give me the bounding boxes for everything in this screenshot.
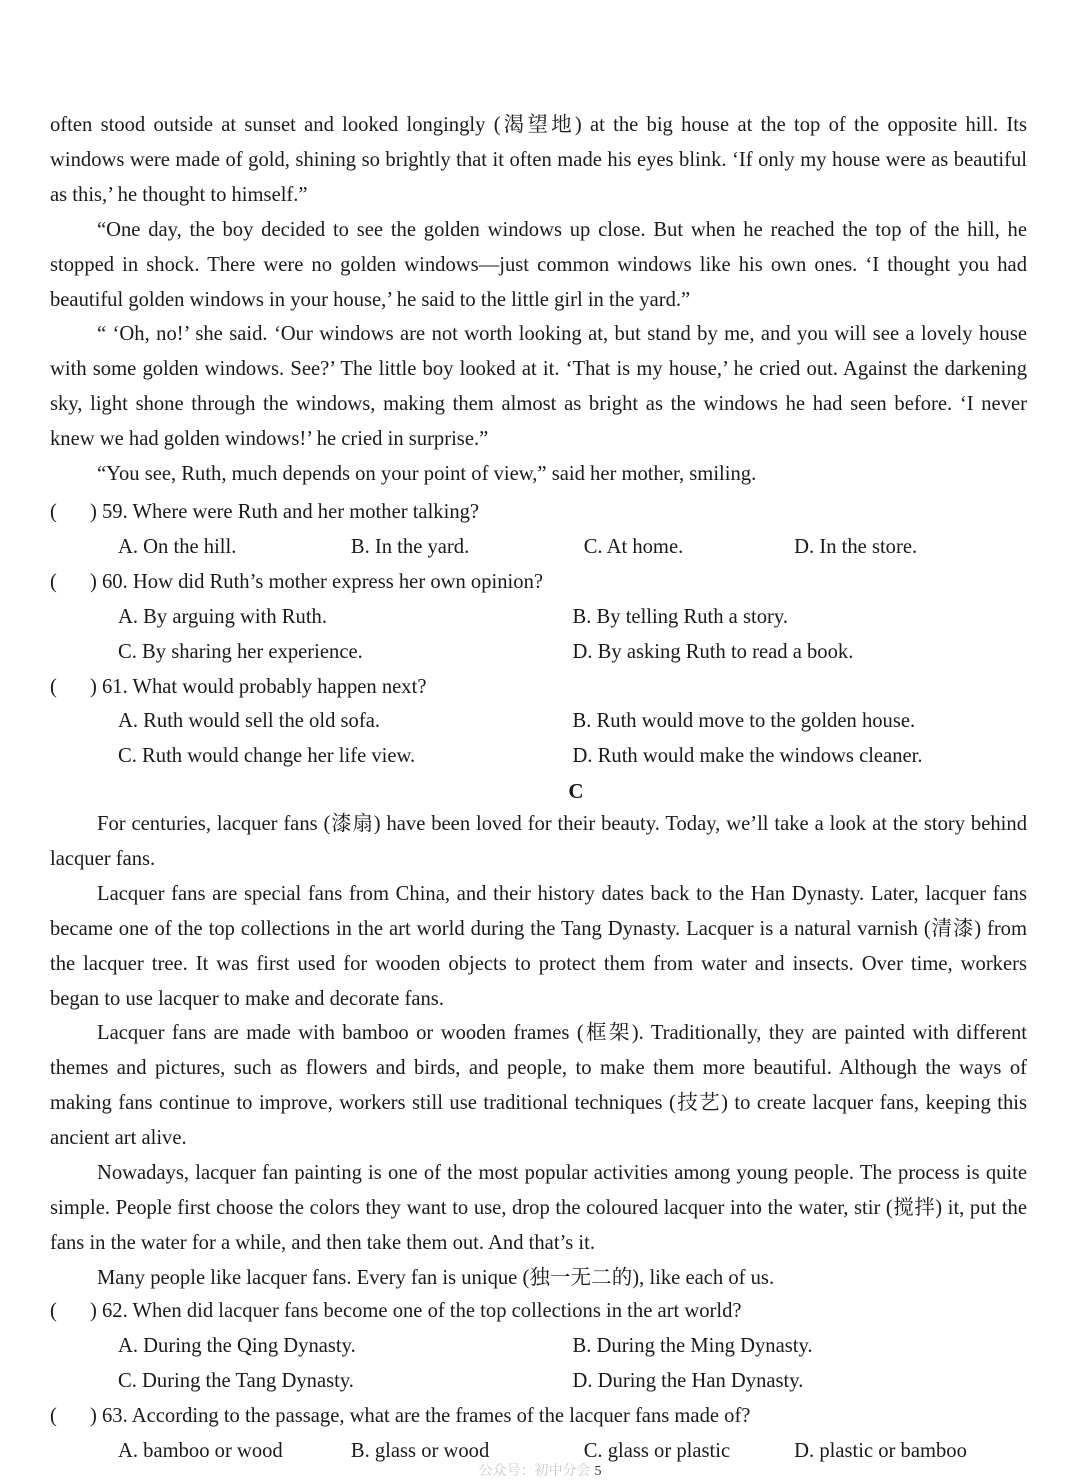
- question-group-b: [50, 495, 1027, 774]
- option-c: C. At home.: [583, 535, 684, 558]
- watermark: 公众号：初中分会: [478, 1464, 591, 1479]
- paragraph: “One day, the boy decided to see the golden windows up close. But when he reached the top of the hill, he stopped in shock. There were no golden windows—just common windows like his own ones. ‘I thought you had beautiful golden windows in your house,’ he said to the little girl in the yard.”: [50, 218, 1027, 311]
- paragraph: “You see, Ruth, much depends on your point of view,” said her mother, smiling.: [97, 463, 757, 486]
- option-c: C. By sharing her experience.: [118, 640, 363, 663]
- paragraph: Nowadays, lacquer fan painting is one of the most popular activities among young people. The process is quite simple. People first choose the colors they want to use, drop the coloured lacquer into the water, stir (搅拌) it, put the fans in the water for a while, and then take them out. And that’s it.: [50, 1162, 1027, 1254]
- question-stem: ) 60. How did Ruth’s mother express her own opinion?: [90, 570, 544, 593]
- passage-b-continuation: [50, 108, 1027, 492]
- paragraph: Many people like lacquer fans. Every fan is unique (独一无二的), like each of us.: [97, 1266, 775, 1289]
- option-d: D. During the Han Dynasty.: [572, 1369, 804, 1392]
- option-a: A. Ruth would sell the old sofa.: [118, 710, 380, 733]
- question-stem: ) 61. What would probably happen next?: [90, 675, 427, 698]
- option-a: A. bamboo or wood: [118, 1439, 283, 1462]
- question-stem: ) 59. Where were Ruth and her mother talking?: [90, 501, 480, 523]
- passage-c: [50, 807, 1027, 1296]
- option-a: A. During the Qing Dynasty.: [118, 1334, 356, 1357]
- page-footer: [440, 1462, 640, 1482]
- paragraph: Lacquer fans are made with bamboo or wooden frames (框架). Traditionally, they are painted with different themes and pictures, such as flowers and birds, and people, to make them more beautiful. Although the ways of making fans continue to improve, workers still use traditional techniques (技艺) to create lacquer fans, keeping this ancient art alive.: [50, 1022, 1027, 1150]
- question-stem: ) 63. According to the passage, what are the frames of the lacquer fans made of?: [90, 1404, 751, 1427]
- option-b: B. By telling Ruth a story.: [572, 605, 788, 628]
- answer-blank[interactable]: (: [50, 675, 57, 698]
- paragraph: “ ‘Oh, no!’ she said. ‘Our windows are not worth looking at, but stand by me, and you will see a lovely house with some golden windows. See?’ The little boy looked at it. ‘That is my house,’ he cried out. Against the darkening sky, light shone through the windows, making them almost as bright as the windows he had seen before. ‘I never knew we had golden windows!’ he cried in surprise.”: [50, 323, 1027, 451]
- option-b: B. glass or wood: [350, 1439, 490, 1462]
- question-group-c: [50, 1294, 1027, 1469]
- option-c: C. glass or plastic: [583, 1439, 731, 1462]
- option-c: C. Ruth would change her life view.: [118, 745, 416, 768]
- option-b: B. Ruth would move to the golden house.: [572, 710, 916, 733]
- question-60: [50, 565, 1027, 670]
- question-61: [50, 670, 1027, 775]
- question-stem: ) 62. When did lacquer fans become one of the top collections in the art world?: [90, 1300, 742, 1322]
- option-a: A. By arguing with Ruth.: [118, 605, 327, 628]
- option-b: B. During the Ming Dynasty.: [572, 1334, 813, 1357]
- question-59: [50, 495, 1027, 565]
- question-62: [50, 1294, 1027, 1399]
- option-d: D. By asking Ruth to read a book.: [572, 640, 854, 663]
- question-63: [50, 1399, 1027, 1469]
- option-d: D. Ruth would make the windows cleaner.: [572, 745, 923, 768]
- option-d: D. In the store.: [794, 535, 918, 558]
- option-c: C. During the Tang Dynasty.: [118, 1369, 354, 1392]
- answer-blank[interactable]: (: [50, 570, 57, 593]
- section-heading: C: [568, 779, 584, 803]
- option-a: A. On the hill.: [118, 535, 237, 558]
- paragraph: Lacquer fans are special fans from China, and their history dates back to the Han Dynasty. Later, lacquer fans became one of the top collections in the art world during the Tang Dynasty. Lacquer is a natural varnish (清漆) from the lacquer tree. It was first used for wooden objects to protect them from water and insects. Over time, workers began to use lacquer to make and decorate fans.: [50, 882, 1027, 1010]
- answer-blank[interactable]: (: [50, 1300, 57, 1322]
- answer-blank[interactable]: (: [50, 1404, 57, 1427]
- page-number: 5: [594, 1464, 602, 1479]
- paragraph: For centuries, lacquer fans (漆扇) have been loved for their beauty. Today, we’ll take a look at the story behind lacquer fans.: [50, 813, 1027, 870]
- option-d: D. plastic or bamboo: [794, 1439, 967, 1462]
- answer-blank[interactable]: (: [50, 501, 57, 523]
- option-b: B. In the yard.: [350, 535, 470, 558]
- paragraph: often stood outside at sunset and looked longingly (渴望地) at the big house at the top of the opposite hill. Its windows were made of gold, shining so brightly that it often made his eyes blink. ‘If only my house were as beautiful as this,’ he thought to himself.”: [50, 114, 1027, 206]
